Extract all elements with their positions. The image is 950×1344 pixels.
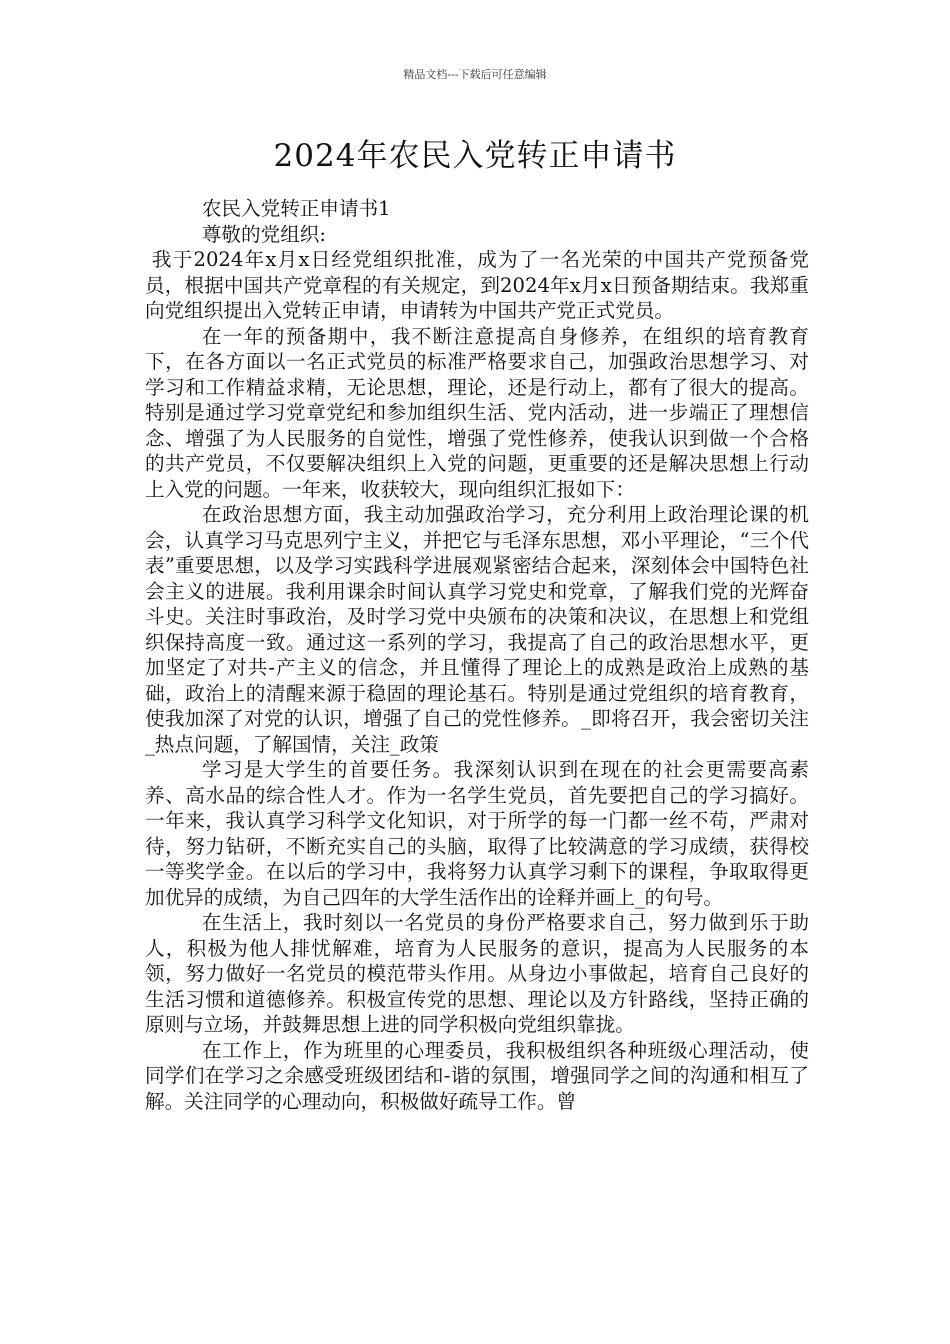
- paragraph-4: 学习是大学生的首要任务。我深刻认识到在现在的社会更需要高素养、高水品的综合性人才。作为一名学生党员，首先要把自己的学习搞好。一年来，我认真学习科学文化知识，对于所学的每一门都一丝不苟，严肃对待，努力钻研，不断充实自己的头脑，取得了比较满意的学习成绩，获得校一等奖学金。在以后的学习中，我将努力认真学习剩下的课程，争取取得更加优异的成绩，为自己四年的大学生活作出的诠释并画上_的句号。: [145, 758, 809, 909]
- document-title: 2024年农民入党转正申请书: [273, 138, 677, 174]
- paragraph-2: 在一年的预备期中，我不断注意提高自身修养，在组织的培育教育下，在各方面以一名正式党员的标准严格要求自己，加强政治思想学习、对学习和工作精益求精，无论思想，理论，还是行动上，都有了很大的提高。特别是通过学习党章党纪和参加组织生活、党内活动，进一步端正了理想信念、增强了为人民服务的自觉性，增强了党性修养，使我认识到做一个合格的共产党员，不仅要解决组织上入党的问题，更重要的还是解决思想上行动上入党的问题。一年来，收获较大，现向组织汇报如下：: [145, 324, 809, 501]
- paragraph-3: 在政治思想方面，我主动加强政治学习，充分利用上政治理论课的机会，认真学习马克思列宁主义，并把它与毛泽东思想，邓小平理论，“三个代表”重要思想，以及学习实践科学进展观紧密结合起来，深刻体会中国特色社会主义的进展。我利用课余时间认真学习党史和党章，了解我们党的光辉奋斗史。关注时事政治，及时学习党中央颁布的决策和决议，在思想上和党组织保持高度一致。通过这一系列的学习，我提高了自己的政治思想水平，更加坚定了对共-产主义的信念，并且懂得了理论上的成熟是政治上成熟的基础，政治上的清醒来源于稳固的理论基石。特别是通过党组织的培育教育，使我加深了对党的认识，增强了自己的党性修养。_即将召开，我会密切关注_热点问题，了解国情，关注_政策: [145, 503, 809, 756]
- document-subtitle: 农民入党转正申请书1: [201, 197, 391, 220]
- page-header-note: 精品文档---下载后可任意编辑: [403, 68, 547, 81]
- paragraph-5: 在生活上，我时刻以一名党员的身份严格要求自己，努力做到乐于助人，积极为他人排忧解难，培育为人民服务的意识，提高为人民服务的本领，努力做好一名党员的模范带头作用。从身边小事做起，培育自己良好的生活习惯和道德修养。积极宣传党的思想、理论以及方针路线，坚持正确的原则与立场，并鼓舞思想上进的同学积极向党组织靠拢。: [145, 911, 809, 1036]
- salutation: 尊敬的党组织:: [201, 222, 326, 246]
- paragraph-6: 在工作上，作为班里的心理委员，我积极组织各种班级心理活动，使同学们在学习之余感受班级团结和-谐的氛围，增强同学之间的沟通和相互了解。关注同学的心理动向，积极做好疏导工作。曾: [145, 1038, 809, 1113]
- paragraph-1: 我于2024年x月x日经党组织批准，成为了一名光荣的中国共产党预备党员，根据中国共产党章程的有关规定，到2024年x月x日预备期结束。我郑重向党组织提出入党转正申请，申请转为中国共产党正式党员。: [145, 248, 809, 322]
- document-body: [145, 196, 809, 1114]
